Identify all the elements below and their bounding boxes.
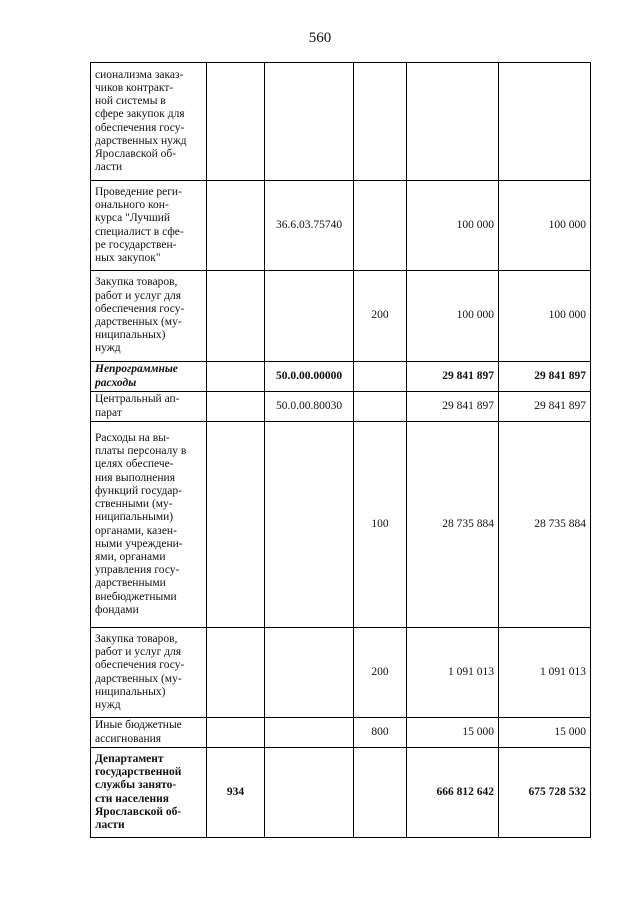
amount-year-1: 666 812 642 [407, 748, 499, 838]
amount-year-1: 100 000 [407, 181, 499, 271]
table-row [91, 362, 591, 392]
table-row [91, 718, 591, 748]
expense-type-code: 200 [354, 628, 407, 718]
amount-year-1 [407, 63, 499, 181]
table-row [91, 181, 591, 271]
item-name: Проведение реги- онального кон- курса "Лучший специалист в сфе- ре государствен- ных закупок" [91, 181, 207, 271]
target-article-code [265, 63, 354, 181]
expense-type-code: 200 [354, 271, 407, 362]
amount-year-1: 100 000 [407, 271, 499, 362]
department-code: 934 [207, 748, 265, 838]
item-name: Иные бюджетные ассигнования [91, 718, 207, 748]
amount-year-1: 1 091 013 [407, 628, 499, 718]
target-article-code [265, 628, 354, 718]
target-article-code [265, 718, 354, 748]
table-row [91, 628, 591, 718]
table-row [91, 422, 591, 628]
item-name: Департамент государственной службы занято- сти населения Ярославской об- ласти [91, 748, 207, 838]
expense-type-code [354, 63, 407, 181]
department-code [207, 392, 265, 422]
amount-year-2: 15 000 [499, 718, 591, 748]
department-code [207, 718, 265, 748]
amount-year-1: 29 841 897 [407, 362, 499, 392]
department-code [207, 271, 265, 362]
target-article-code: 50.0.00.00000 [265, 362, 354, 392]
target-article-code [265, 748, 354, 838]
expense-type-code: 100 [354, 422, 407, 628]
target-article-code: 50.0.00.80030 [265, 392, 354, 422]
amount-year-2: 1 091 013 [499, 628, 591, 718]
table-row [91, 63, 591, 181]
expense-type-code [354, 748, 407, 838]
department-code [207, 422, 265, 628]
page-number: 560 [308, 30, 332, 46]
amount-year-2: 29 841 897 [499, 392, 591, 422]
amount-year-1: 15 000 [407, 718, 499, 748]
amount-year-2: 100 000 [499, 181, 591, 271]
expense-type-code: 800 [354, 718, 407, 748]
table-row [91, 748, 591, 838]
table-row [91, 271, 591, 362]
expense-type-code [354, 181, 407, 271]
department-code [207, 362, 265, 392]
expense-type-code [354, 362, 407, 392]
item-name: сионализма заказ- чиков контракт- ной системы в сфере закупок для обеспечения госу- дарственных нужд Ярославской об- ласти [91, 63, 207, 181]
target-article-code [265, 422, 354, 628]
amount-year-1: 29 841 897 [407, 392, 499, 422]
amount-year-2: 28 735 884 [499, 422, 591, 628]
item-name: Центральный ап- парат [91, 392, 207, 422]
item-name: Закупка товаров, работ и услуг для обеспечения госу- дарственных (му- ниципальных) нужд [91, 271, 207, 362]
department-code [207, 628, 265, 718]
item-name: Непрограммные расходы [91, 362, 207, 392]
amount-year-1: 28 735 884 [407, 422, 499, 628]
item-name: Расходы на вы- платы персоналу в целях обеспече- ния выполнения функций государ- ственными (му- ниципальными) органами, казен- ными учреждени- ями, органами управления госу- дарственными внебюджетными фондами [91, 422, 207, 628]
item-name: Закупка товаров, работ и услуг для обеспечения госу- дарственных (му- ниципальных) нужд [91, 628, 207, 718]
amount-year-2 [499, 63, 591, 181]
budget-table [90, 62, 591, 838]
table-row [91, 392, 591, 422]
expense-type-code [354, 392, 407, 422]
target-article-code: 36.6.03.75740 [265, 181, 354, 271]
target-article-code [265, 271, 354, 362]
department-code [207, 63, 265, 181]
amount-year-2: 100 000 [499, 271, 591, 362]
amount-year-2: 675 728 532 [499, 748, 591, 838]
department-code [207, 181, 265, 271]
amount-year-2: 29 841 897 [499, 362, 591, 392]
